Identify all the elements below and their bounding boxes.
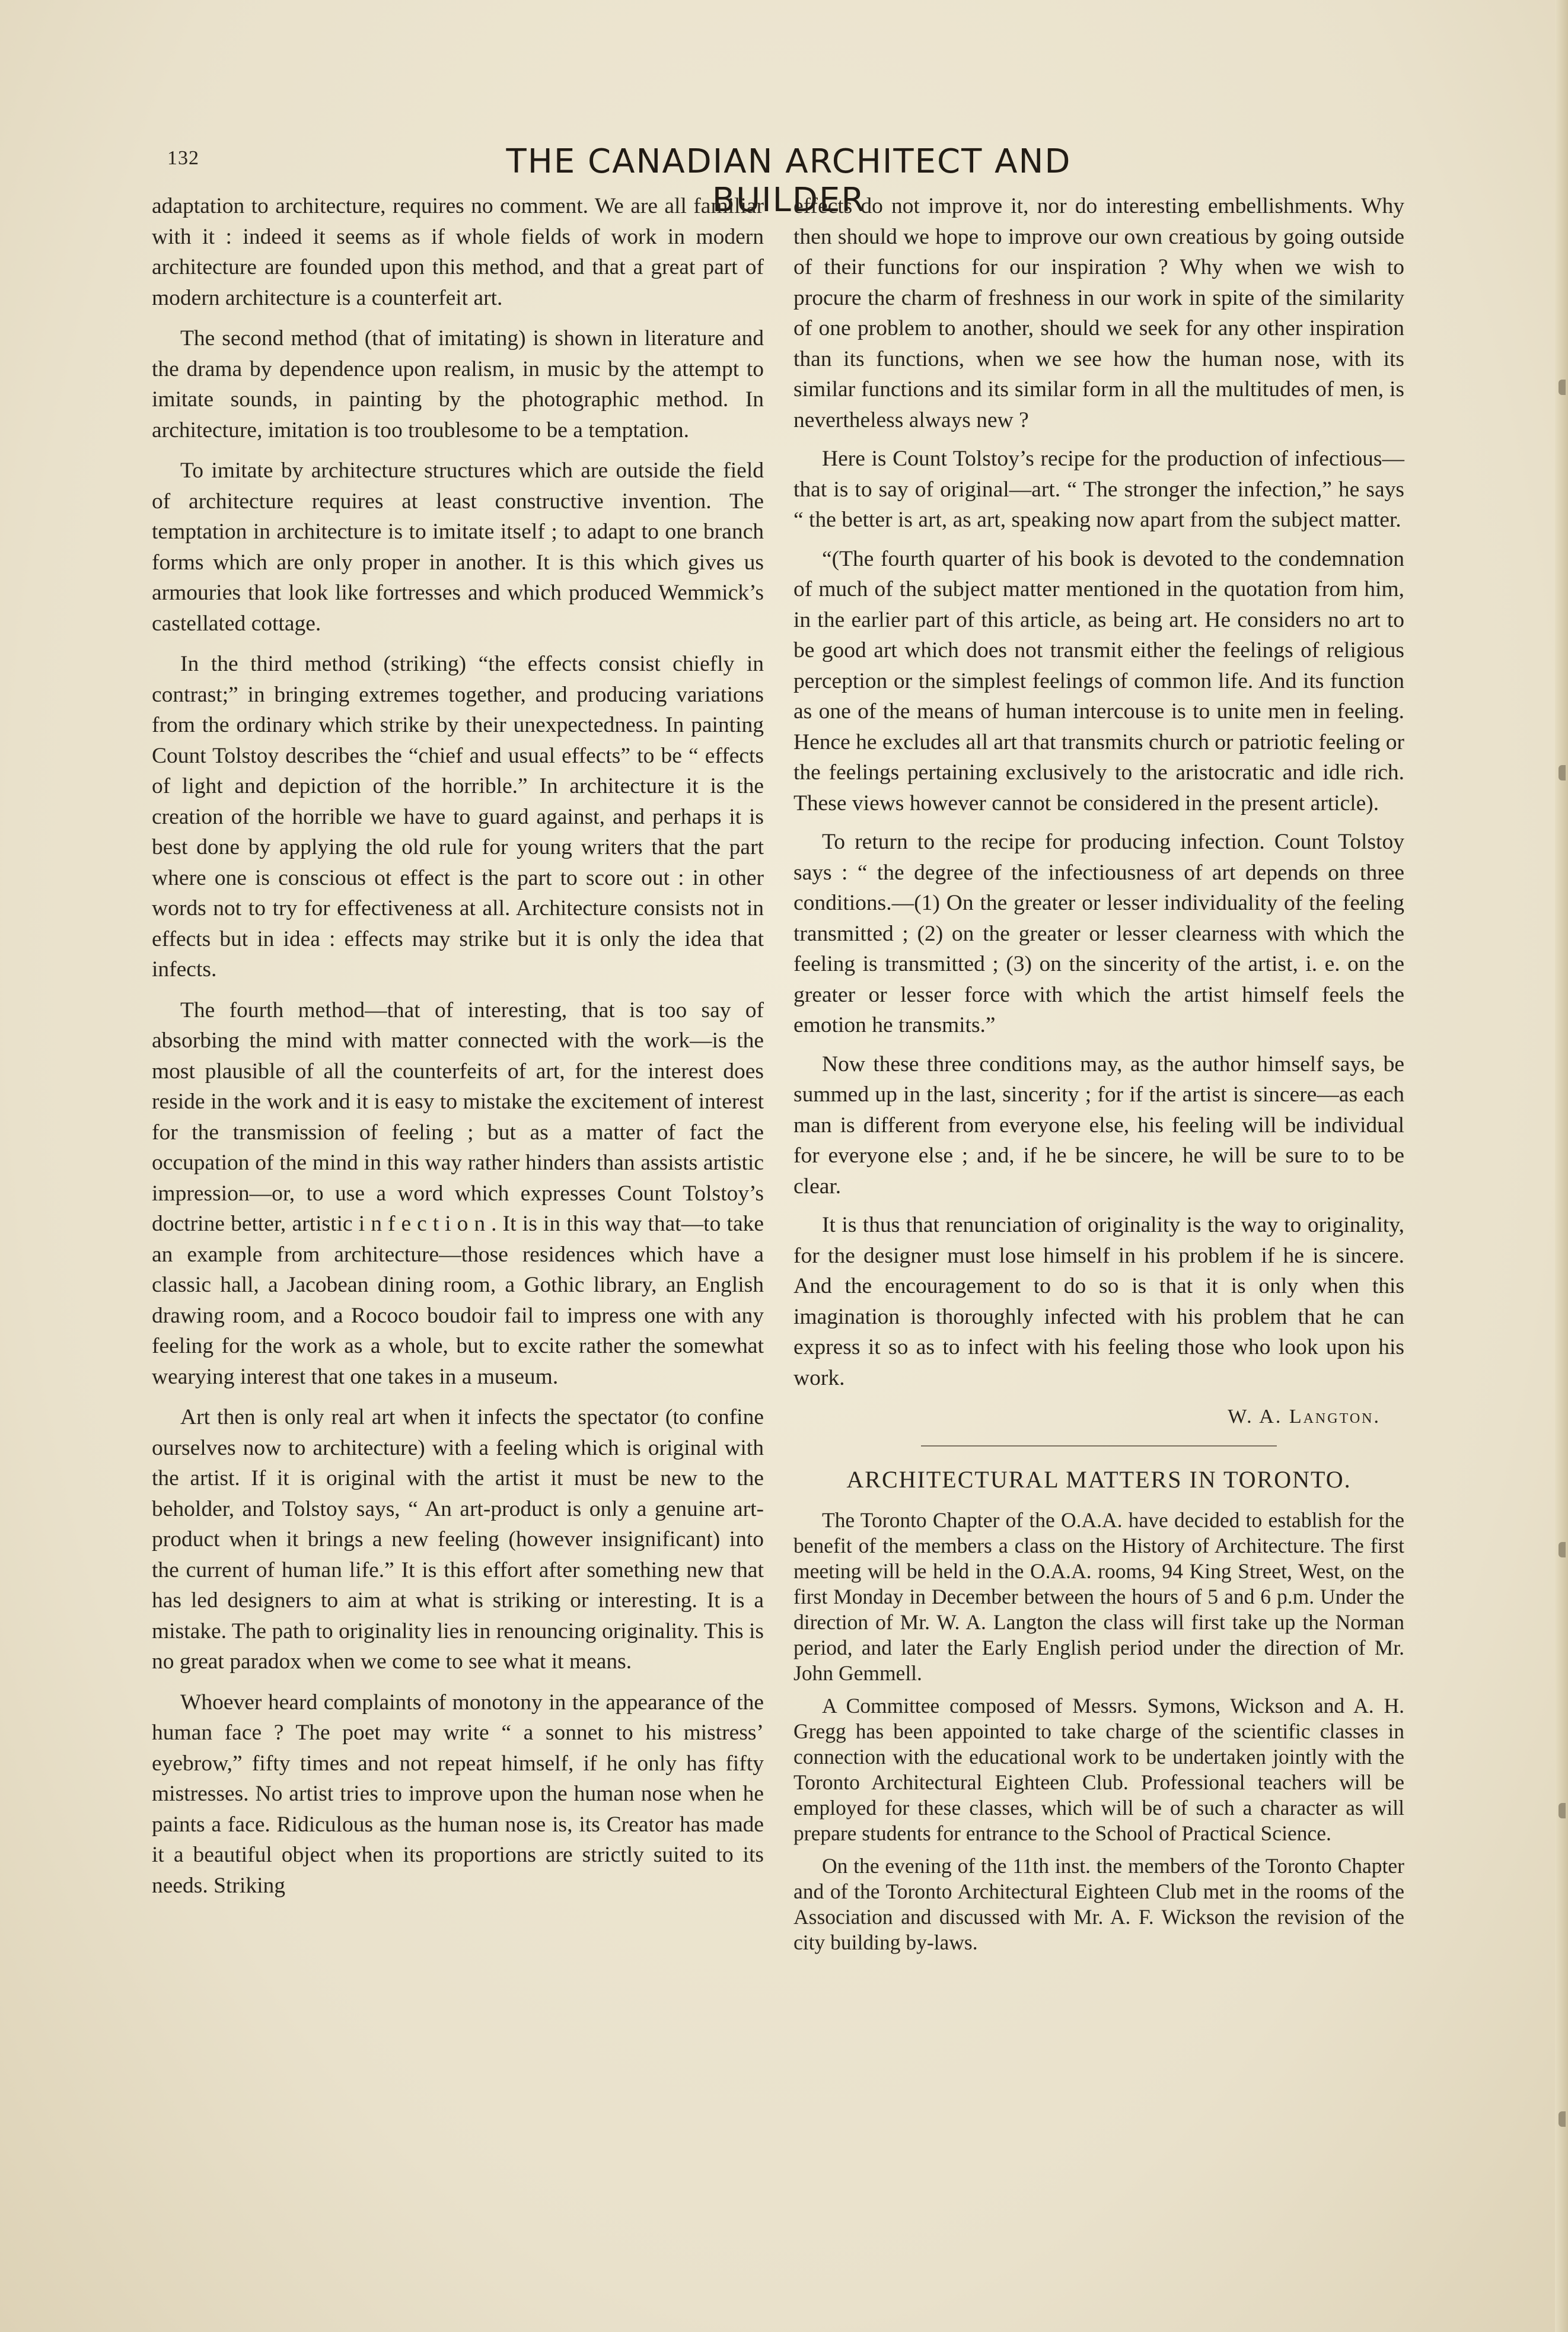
paragraph: To return to the recipe for producing infection. Count Tolstoy says : “ the degree of the infectiousness of art depends on three conditions.—(1) On the greater or lesser individuality of the feeling transmitted ; (2) on the greater or lesser clearness with which the feeling is transmitted ; (3) on the sincerity of the artist, i. e. on the greater or lesser force with which the artist himself feels the emotion he transmits.”: [793, 830, 1404, 1037]
paragraph: To imitate by architecture structures which are outside the field of architecture requires at least constructive invention. The temptation in architecture is to imitate itself ; to adapt to one branch forms which are only proper in another. It is this which gives us armouries that look like fortresses and which produced Wemmick’s castellated cottage.: [152, 458, 764, 636]
page-tab-mark: [1559, 765, 1566, 780]
paragraph: effects do not improve it, nor do interesting embellishments. Why then should we hope to improve our own creatious by going outside of their functions for our inspiration ? Why when we wish to procure the charm of freshness in our work in spite of the similarity of one problem to another, should we seek for any other inspiration than its functions, when we see how the human nose, with its similar functions and its similar form in all the multitudes of men, is nevertheless always new ?: [793, 194, 1404, 432]
paragraph: Whoever heard complaints of monotony in the appearance of the human face ? The poet may write “ a sonnet to his mistress’ eyebrow,” fifty times and not repeat himself, if he only has fifty mistresses. No artist tries to improve upon the human nose when he paints a face. Ridiculous as the human nose is, its Creator has made it a beautiful object when its proportions are strictly suited to its needs. Striking: [152, 1690, 764, 1898]
section-body: [793, 1508, 1404, 1955]
paragraph-text: The fourth method—that of interesting, that is too say of absorbing the mind with matter connected with the work—is the most plausible of all the counterfeits of art, for the interest does reside in the work and it is easy to mistake the excitement of interest for the transmission of feeling ; but as a matter of fact the occupation of the mind in this way rather hinders than assists artistic impression—or, to use a word which expresses Count Tolstoy’s doctrine better, artistic: [152, 998, 764, 1236]
paragraph: The Toronto Chapter of the O.A.A. have decided to establish for the benefit of the members a class on the History of Architecture. The first meeting will be held in the O.A.A. rooms, 94 King Street, West, on the first Monday in December between the hours of 5 and 6 p.m. Under the direction of Mr. W. A. Langton the class will first take up the Norman period, and later the Early English period under the direction of Mr. John Gemmell.: [793, 1508, 1404, 1685]
page-tab-mark: [1559, 1542, 1566, 1557]
section-heading: ARCHITECTURAL MATTERS IN TORONTO.: [846, 1466, 1352, 1493]
page-tab-mark: [1559, 1803, 1566, 1818]
page-tab-mark: [1559, 380, 1566, 395]
journal-title: THE CANADIAN ARCHITECT AND BUILDER: [506, 142, 1072, 219]
paragraph: On the evening of the 11th inst. the members of the Toronto Chapter and of the Toronto Architectural Eighteen Club met in the rooms of the Association and discussed with Mr. A. F. Wickson the revision of the city building by-laws.: [793, 1854, 1404, 1954]
paragraph-text: . It is in this way that—to take an example from architecture—those residences which have a classic hall, a Jacobean dining room, a Gothic library, an English drawing room, and a Rococo boudoir fail to impress one with any feeling for the work as a whole, but to excite rather the somewhat wearying interest that one takes in a museum.: [152, 1212, 764, 1389]
emphasized-word: infection: [358, 1212, 492, 1236]
right-column: [793, 191, 1404, 1963]
page-tab-mark: [1559, 2111, 1566, 2127]
page-number: 132: [167, 147, 199, 169]
paragraph: Now these three conditions may, as the author himself says, be summed up in the last, sincerity ; for if the artist is sincere—as each man is different from everyone else, his feeling will be individual for everyone else ; and, if he be sincere, he will be sure to to be clear.: [793, 1052, 1404, 1199]
page-edge-shadow: [1555, 0, 1568, 2332]
paragraph: Art then is only real art when it infects the spectator (to confine ourselves now to architecture) with a feeling which is original with the artist. If it is original with the artist it must be new to the beholder, and Tolstoy says, “ An art-product is only a genuine art-product when it brings a new feeling (however insignificant) into the current of human life.” It is this effort after something new that has led designers to aim at what is striking or interesting. It is a mistake. The path to originality lies in renouncing originality. This is no great paradox when we come to see what it means.: [152, 1405, 764, 1674]
paragraph: [152, 995, 764, 1393]
paragraph: Here is Count Tolstoy’s recipe for the production of infectious—that is to say of original—art. “ The stronger the infection,” he says “ the better is art, as art, speaking now apart from the subject matter.: [793, 447, 1404, 532]
paragraph: adaptation to architecture, requires no comment. We are all familiar with it : indeed it seems as if whole fields of work in modern architecture are founded upon this method, and that a great part of modern architecture is a counterfeit art.: [152, 194, 764, 310]
author-signature: W. A. Langton.: [1228, 1406, 1381, 1428]
paragraph: The second method (that of imitating) is shown in literature and the drama by dependence upon realism, in music by the attempt to imitate sounds, in painting by the photographic method. In architecture, imitation is too troublesome to be a temptation.: [152, 326, 764, 442]
paragraph: In the third method (striking) “the effects consist chiefly in contrast;” in bringing extremes together, and producing variations from the ordinary which strike by their unexpectedness. In painting Count Tolstoy describes the “chief and usual effects” to be “ effects of light and depiction of the horrible.” In architecture it is the creation of the horrible we have to guard against, and perhaps it is best done by applying the old rule for young writers that the part where one is conscious ot effect is the part to score out : in other words not to try for effectiveness at all. Architecture consists not in effects but in idea : effects may strike but it is only the idea that infects.: [152, 652, 764, 982]
left-column: [152, 191, 764, 1911]
paragraph: A Committee composed of Messrs. Symons, Wickson and A. H. Gregg has been appointed to take charge of the scientific classes in connection with the educational work to be undertaken jointly with the Toronto Architectural Eighteen Club. Professional teachers will be employed for these classes, which will be of such a character as will prepare students for entrance to the School of Practical Science.: [793, 1694, 1404, 1845]
section-divider: [921, 1445, 1277, 1447]
paragraph: It is thus that renunciation of originality is the way to originality, for the designer must lose himself in his problem if he is sincere. And the encouragement to do so is that it is only when this imagination is thoroughly infected with his problem that he can express it so as to infect with his feeling those who look upon his work.: [793, 1213, 1404, 1390]
paragraph: “(The fourth quarter of his book is devoted to the condemnation of much of the subject matter mentioned in the quotation from him, in the earlier part of this article, as being art. He considers no art to be good art which does not transmit either the feelings of religious perception or the simplest feelings of common life. And its function as one of the means of human intercouse is to unite men in feeling. Hence he excludes all art that transmits church or patriotic feeling or the feelings pertaining exclusively to the aristocratic and idle rich. These views however cannot be considered in the present article).: [793, 546, 1404, 815]
